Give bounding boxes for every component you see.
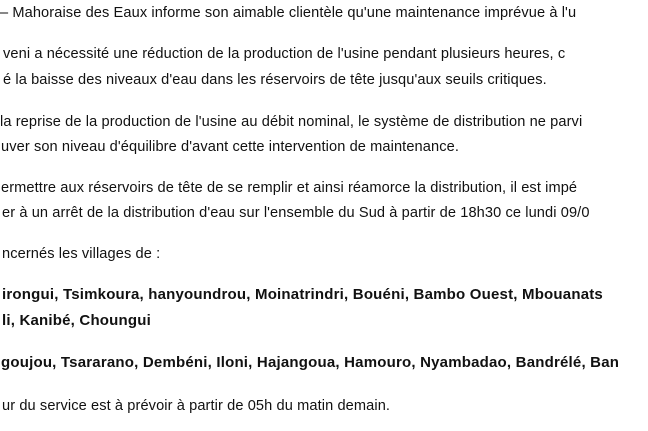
paragraph-1-line-2: veni a nécessité une réduction de la production de l'usine pendant plusieurs heures, c <box>3 46 566 62</box>
village-list-2: goujou, Tsararano, Dembéni, Iloni, Hajangoua, Hamouro, Nyambadao, Bandrélé, Ban <box>1 354 620 371</box>
villages-intro: ncernés les villages de : <box>2 246 161 262</box>
paragraph-1-line-3: é la baisse des niveaux d'eau dans les réservoirs de tête jusqu'aux seuils critiques. <box>3 72 547 88</box>
paragraph-1-line-1: – Mahoraise des Eaux informe son aimable clientèle qu'une maintenance imprévue à l'u <box>0 5 577 21</box>
village-list-1-line-1: irongui, Tsimkoura, hanyoundrou, Moinatrindri, Bouéni, Bambo Ouest, Mbouanats <box>2 286 603 303</box>
paragraph-3-line-2: er à un arrêt de la distribution d'eau sur l'ensemble du Sud à partir de 18h30 ce lundi 09/0 <box>2 205 590 221</box>
paragraph-3-line-1: ermettre aux réservoirs de tête de se remplir et ainsi réamorce la distribution, il est impé <box>1 180 578 196</box>
paragraph-2-line-2: uver son niveau d'équilibre d'avant cette intervention de maintenance. <box>1 139 459 155</box>
service-return-note: ur du service est à prévoir à partir de 05h du matin demain. <box>2 398 391 414</box>
village-list-1-line-2: li, Kanibé, Choungui <box>2 312 151 329</box>
paragraph-2-line-1: la reprise de la production de l'usine au débit nominal, le système de distribution ne parvi <box>0 114 583 130</box>
